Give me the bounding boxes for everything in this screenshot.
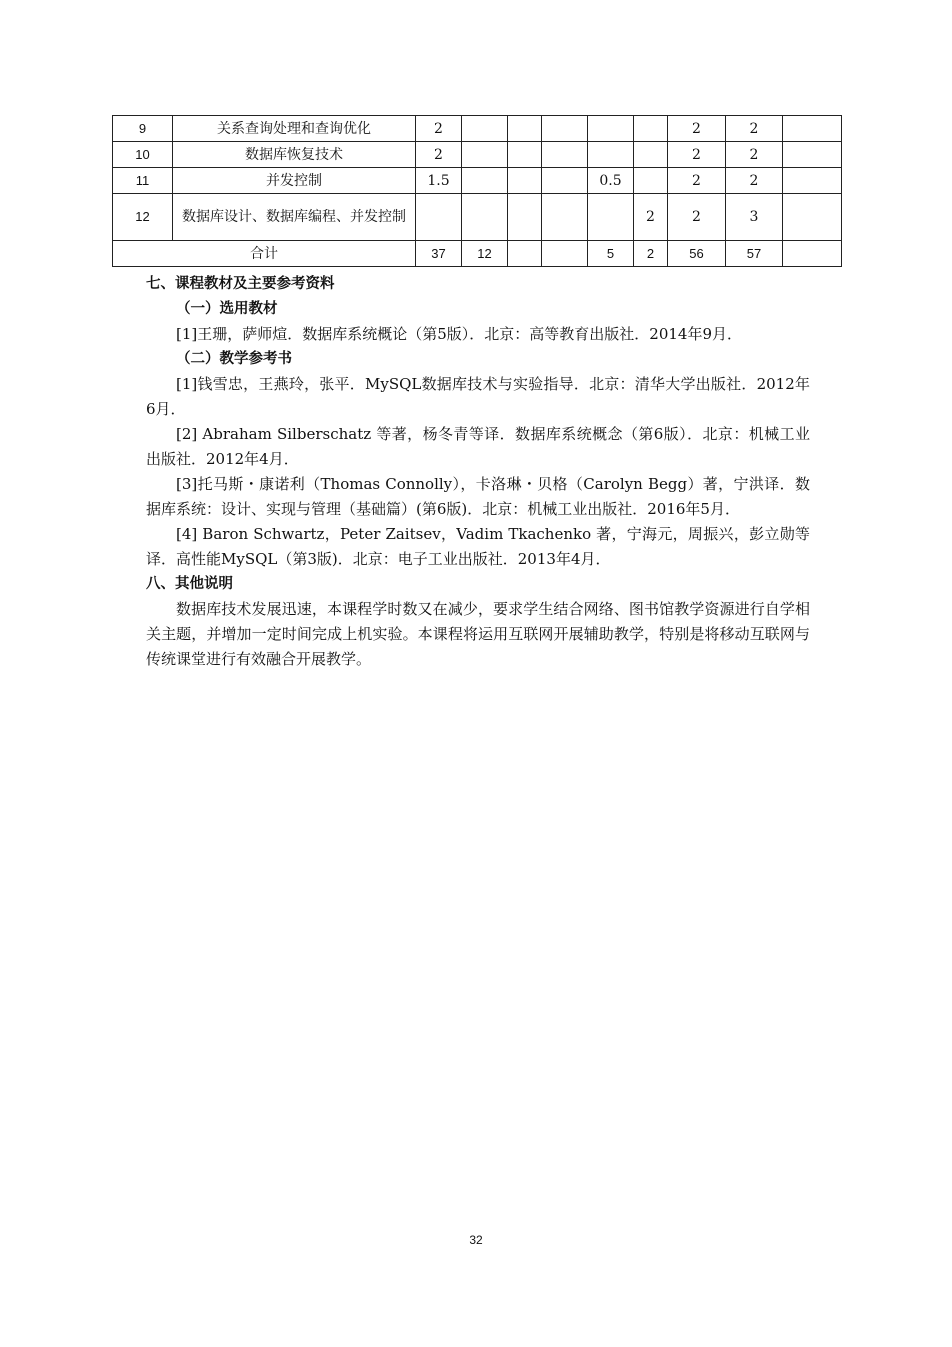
hours-cell: 2 [668,194,726,241]
reference-4: [4] Baron Schwartz，Peter Zaitsev，Vadim Tkachenko 著，宁海元，周振兴，彭立勋等译．高性能MySQL（第3版)．北京：电子工业出版社．2013年4月． [146,525,810,568]
row-number: 10 [113,142,173,168]
row-number: 12 [113,194,173,241]
table-row [113,142,842,168]
reference-2: [2] Abraham Silberschatz 等著，杨冬青等译．数据库系统概念（第6版）．北京：机械工业出版社．2012年4月． [146,425,810,468]
hours-cell: 0.5 [588,168,634,194]
hours-cell [634,168,668,194]
hours-table-container [112,115,841,267]
hours-cell [462,116,508,142]
page-number: 32 [469,1233,483,1247]
hours-cell [508,168,542,194]
hours-cell [508,194,542,241]
total-cell: 5 [588,241,634,267]
reference-1: [1]钱雪忠，王燕玲，张平．MySQL数据库技术与实验指导．北京：清华大学出版社．2012年6月． [146,375,810,418]
hours-cell: 2 [726,142,783,168]
row-number: 9 [113,116,173,142]
hours-cell [508,116,542,142]
hours-cell: 2 [416,116,462,142]
hours-cell: 2 [726,168,783,194]
hours-cell: 2 [726,116,783,142]
hours-table [112,115,842,267]
total-cell: 57 [726,241,783,267]
total-cell [542,241,588,267]
table-row [113,116,842,142]
hours-cell [542,142,588,168]
hours-cell: 3 [726,194,783,241]
topic-cell: 数据库设计、数据库编程、并发控制 [173,194,416,241]
total-label: 合计 [113,241,416,267]
total-cell [508,241,542,267]
hours-cell [588,116,634,142]
reference-3: [3]托马斯・康诺利（Thomas Connolly），卡洛琳・贝格（Carolyn Begg）著，宁洪译．数据库系统：设计、实现与管理（基础篇）(第6版)．北京：机械工业出版社．2016年5月． [146,475,810,518]
hours-cell [542,168,588,194]
hours-cell [634,116,668,142]
section-7-title: 七、课程教材及主要参考资料 [146,276,335,292]
hours-cell: 2 [668,116,726,142]
section-7-subtitle-textbook: （一）选用教材 [176,301,278,317]
hours-cell [588,142,634,168]
hours-cell [783,142,842,168]
total-cell: 12 [462,241,508,267]
hours-cell [634,142,668,168]
document-body [146,272,810,672]
table-row [113,168,842,194]
hours-cell [783,168,842,194]
table-row [113,194,842,241]
topic-cell: 数据库恢复技术 [173,142,416,168]
hours-cell [508,142,542,168]
total-row [113,241,842,267]
hours-cell [462,168,508,194]
hours-cell [588,194,634,241]
hours-cell [542,116,588,142]
total-cell: 37 [416,241,462,267]
hours-cell [462,194,508,241]
hours-cell: 1.5 [416,168,462,194]
hours-cell [416,194,462,241]
topic-cell: 关系查询处理和查询优化 [173,116,416,142]
textbook-entry: [1]王珊，萨师煊．数据库系统概论（第5版）．北京：高等教育出版社．2014年9月． [176,325,743,343]
hours-cell [783,116,842,142]
row-number: 11 [113,168,173,194]
total-cell: 2 [634,241,668,267]
topic-cell: 并发控制 [173,168,416,194]
hours-cell: 2 [668,168,726,194]
hours-cell [783,194,842,241]
hours-cell [462,142,508,168]
total-cell: 56 [668,241,726,267]
hours-cell: 2 [416,142,462,168]
section-8-title: 八、其他说明 [146,576,233,592]
section-8-body: 数据库技术发展迅速，本课程学时数又在减少，要求学生结合网络、图书馆教学资源进行自学相关主题，并增加一定时间完成上机实验。本课程将运用互联网开展辅助教学，特别是将移动互联网与传统课堂进行有效融合开展教学。 [146,600,810,668]
hours-cell [542,194,588,241]
hours-cell: 2 [668,142,726,168]
total-cell [783,241,842,267]
hours-cell: 2 [634,194,668,241]
section-7-subtitle-references: （二）教学参考书 [176,351,292,367]
